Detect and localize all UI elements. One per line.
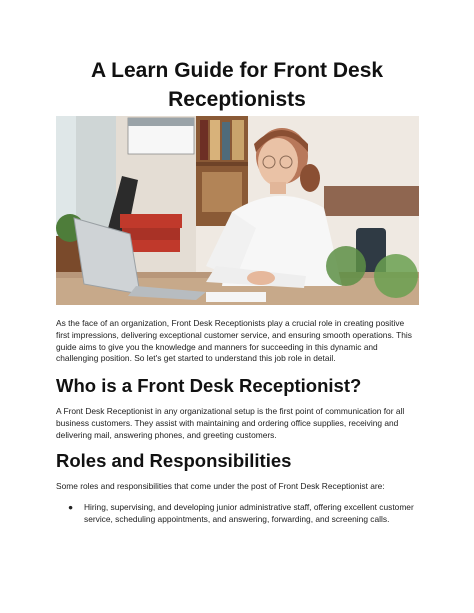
document-title: A Learn Guide for Front Desk Receptionists — [90, 59, 384, 111]
responsibilities-list — [56, 502, 420, 526]
section-body-roles: Some roles and responsibilities that come under the post of Front Desk Receptionist are: — [56, 481, 385, 491]
list-item — [56, 502, 420, 526]
receptionist-photo — [56, 116, 419, 305]
section-body-who: A Front Desk Receptionist in any organizational setup is the first point of communication for all business customers. They assist with maintaining and ordering office supplies, receiving and delivering mail, answering phones, and greeting customers. — [56, 406, 405, 440]
list-item-text: Hiring, supervising, and developing junior administrative staff, offering excellent customer service, scheduling appointments, and answering, forwarding, and screening calls. — [84, 502, 414, 524]
section-heading-roles: Roles and Responsibilities — [56, 450, 292, 471]
intro-paragraph: As the face of an organization, Front Desk Receptionists play a crucial role in creating positive first impressions, delivering exceptional customer service, and ensuring smooth operations. This guide aims to give you the knowledge and manners for succeeding in this dynamic and challenging position. So let's get started to understand this job role in detail. — [56, 318, 412, 364]
section-heading-who: Who is a Front Desk Receptionist? — [56, 375, 362, 396]
bullet-icon: ● — [68, 502, 74, 512]
